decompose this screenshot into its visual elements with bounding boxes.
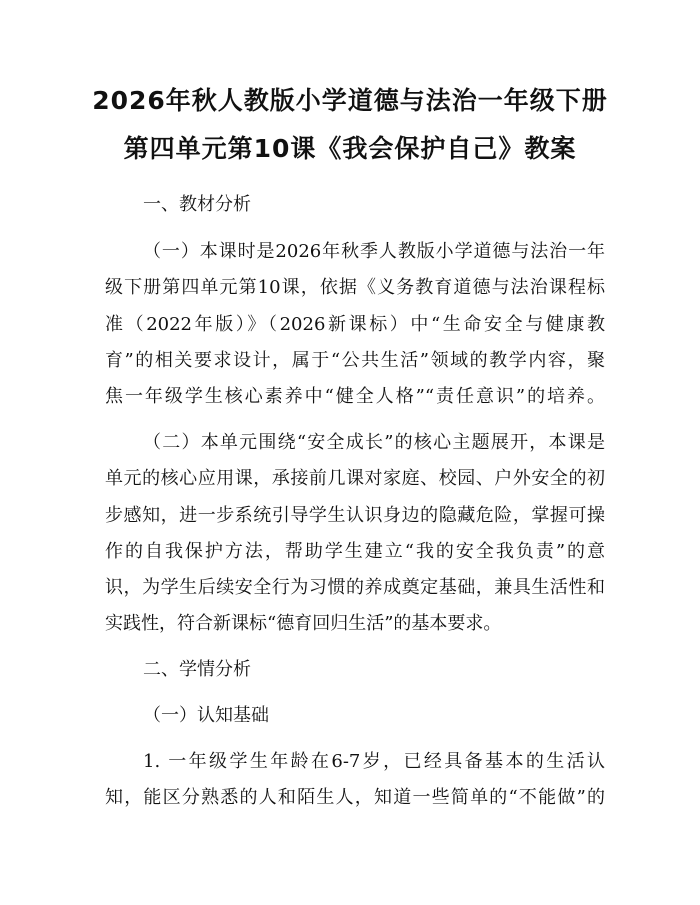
section-heading-student-analysis: 二、学情分析	[143, 659, 251, 680]
paragraph-line: 焦一年级学生核心素养中“健全人格”“责任意识”的培养。	[105, 386, 605, 407]
paragraph-line: 1. 一年级学生年龄在6-7岁，已经具备基本的生活认	[143, 751, 605, 772]
paragraph-line: 知，能区分熟悉的人和陌生人，知道一些简单的“不能做”的	[105, 787, 605, 808]
document-title-line-2: 第四单元第10课《我会保护自己》教案	[123, 134, 577, 163]
paragraph-line: （二）本单元围绕“安全成长”的核心主题展开，本课是	[143, 432, 605, 453]
paragraph-line: 识，为学生后续安全行为习惯的养成奠定基础，兼具生活性和	[105, 577, 605, 598]
paragraph-line: 单元的核心应用课，承接前几课对家庭、校园、户外安全的初	[105, 468, 605, 489]
subheading-cognitive-basis: （一）认知基础	[143, 705, 269, 726]
paragraph-line: 步感知，进一步系统引导学生认识身边的隐藏危险，掌握可操	[105, 505, 605, 526]
paragraph-line: 作的自我保护方法，帮助学生建立“我的安全我负责”的意	[105, 541, 605, 562]
document-title-line-1: 2026年秋人教版小学道德与法治一年级下册	[92, 86, 608, 115]
paragraph-line: （一）本课时是2026年秋季人教版小学道德与法治一年	[143, 241, 605, 262]
paragraph-line: 实践性，符合新课标“德育回归生活”的基本要求。	[105, 613, 502, 634]
paragraph-line: 育”的相关要求设计，属于“公共生活”领域的教学内容，聚	[105, 350, 605, 371]
paragraph-line: 准（2022年版）》（2026新课标）中“生命安全与健康教	[105, 314, 605, 335]
section-heading-material-analysis: 一、教材分析	[143, 194, 251, 215]
paragraph-line: 级下册第四单元第10课，依据《义务教育道德与法治课程标	[105, 277, 605, 298]
